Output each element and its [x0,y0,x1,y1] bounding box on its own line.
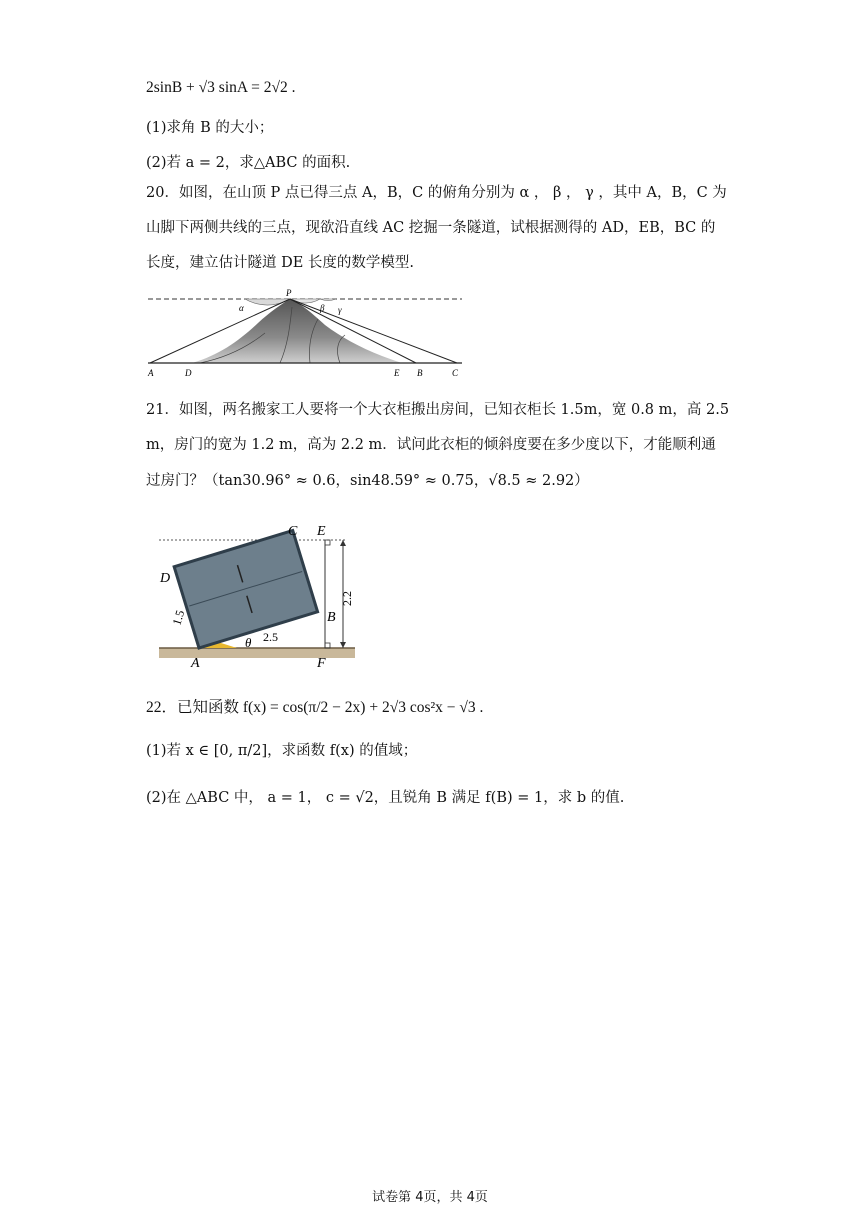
label-e: E [394,368,400,378]
q21-line2: m，房门的宽为 1.2 m，高为 2.2 m．试问此衣柜的倾斜度要在多少度以下，才能顺利通 [146,437,716,453]
label-gamma: γ [338,305,342,315]
label-2-2: 2.2 [340,591,354,606]
label-e: E [317,524,326,539]
label-a: A [148,368,154,378]
q19-equation: 2sinB + √3 sinA = 2√2 . [146,79,296,96]
gamma-arc [320,299,336,301]
q20-line3: 长度，建立估计隧道 DE 长度的数学模型. [146,255,415,271]
q19-part1: (1)求角 B 的大小； [146,120,274,136]
q20-line1: 20．如图，在山顶 P 点已得三点 A，B，C 的俯角分别为 α ， β ， γ ，其中 A，B，C 为 [146,185,727,201]
label-c: C [288,524,298,539]
q22-line1: 22．已知函数 f(x) = cos(π/2 − 2x) + 2√3 cos²x − √3 . [146,699,484,716]
mountain-shape [192,299,402,363]
label-b: B [417,368,423,378]
label-p: P [286,288,292,298]
label-1-5: 1.5 [169,608,188,627]
q20-line2: 山脚下两侧共线的三点，现欲沿直线 AC 挖掘一条隧道，试根据测得的 AD，EB，BC 的 [146,220,716,236]
q22-part2: (2)在 △ABC 中， a = 1， c = √2，且锐角 B 满足 f(B) = 1，求 b 的值. [146,790,625,806]
wardrobe-body [174,530,317,648]
floor [159,648,355,658]
label-2-5: 2.5 [263,630,278,644]
q21-line1: 21．如图，两名搬家工人要将一个大衣柜搬出房间，已知衣柜长 1.5m，宽 0.8 m，高 2.5 [146,402,730,418]
q22-part1: (1)若 x ∈ [0, π/2]，求函数 f(x) 的值域； [146,743,418,759]
page-footer: 试卷第 4页，共 4页 [372,1190,488,1205]
label-a: A [191,656,200,670]
wardrobe-figure [155,520,360,670]
mountain-figure [140,285,470,380]
label-theta: θ [245,635,252,650]
label-alpha: α [239,303,244,313]
label-beta: β [320,303,325,313]
label-d: D [160,571,171,586]
q21-line3: 过房门？（tan30.96° ≈ 0.6，sin48.59° ≈ 0.75，√8.5 ≈ 2.92） [146,473,589,489]
label-d: D [185,368,192,378]
label-b: B [327,610,336,625]
q19-part2: (2)若 a = 2，求△ABC 的面积. [146,155,351,171]
label-f: F [317,656,326,670]
label-c: C [452,368,459,378]
